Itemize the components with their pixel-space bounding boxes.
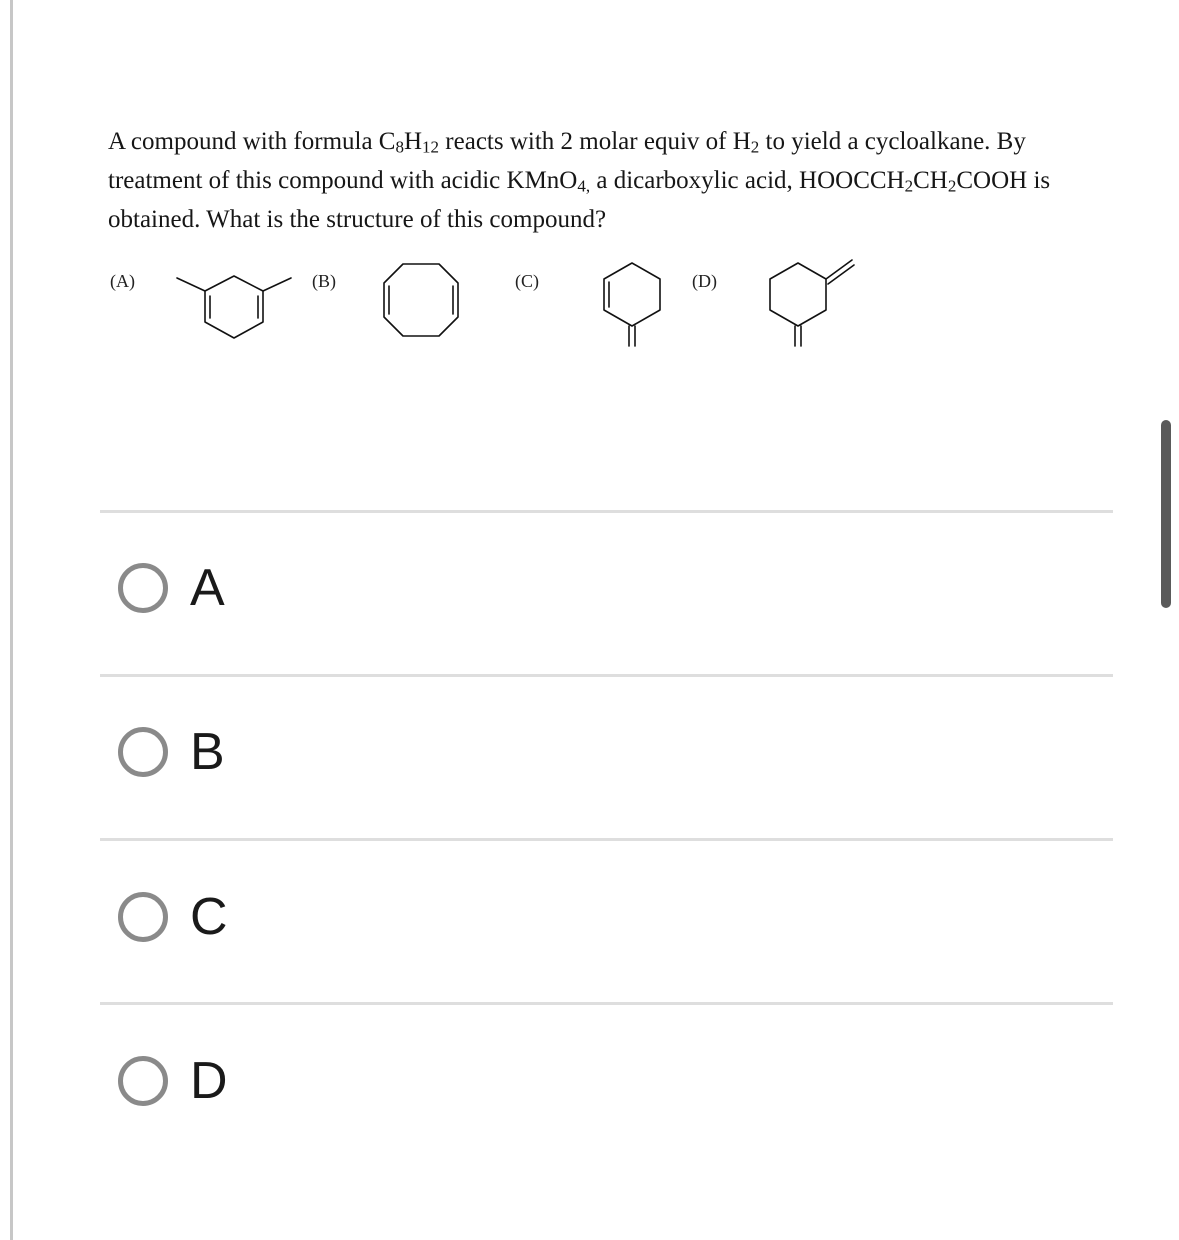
divider xyxy=(100,510,1113,513)
choice-c[interactable] xyxy=(118,877,518,957)
molecule-structures-svg xyxy=(95,240,895,360)
molecule-d xyxy=(770,260,854,346)
choice-label-c: C xyxy=(190,888,228,946)
left-border xyxy=(10,0,13,1240)
choice-label-a: A xyxy=(190,559,225,617)
question-line-2: treatment of this compound with acidic KMnO$_{4,}$ a dicarboxylic acid, $HOOCCH_2CH_2COOH$ is xyxy=(108,167,1051,196)
divider xyxy=(100,1002,1113,1005)
molecule-b xyxy=(384,264,458,336)
structure-label-b: (B) xyxy=(312,271,336,291)
scrollbar-thumb[interactable] xyxy=(1161,420,1171,608)
divider xyxy=(100,674,1113,677)
choice-a[interactable] xyxy=(118,548,518,628)
question-line-3: obtained. What is the structure of this compound? xyxy=(108,206,607,233)
structure-label-a: (A) xyxy=(110,271,135,291)
molecule-a xyxy=(177,276,291,338)
choice-label-b: B xyxy=(190,723,225,781)
structure-label-d: (D) xyxy=(692,271,717,291)
radio-button-a[interactable] xyxy=(118,563,168,613)
question-text xyxy=(108,122,1128,239)
choice-b[interactable] xyxy=(118,712,518,792)
choice-d[interactable] xyxy=(118,1041,518,1121)
radio-button-b[interactable] xyxy=(118,727,168,777)
radio-button-c[interactable] xyxy=(118,892,168,942)
molecule-c xyxy=(604,263,660,346)
structure-label-c: (C) xyxy=(515,271,539,291)
question-line-1: A compound with formula $C_8H_{12}$ reacts with 2 molar equiv of $H_2$ to yield a cycloalkane. By xyxy=(108,128,1026,157)
radio-button-d[interactable] xyxy=(118,1056,168,1106)
choice-label-d: D xyxy=(190,1052,228,1110)
structure-options-figure xyxy=(95,240,895,360)
divider xyxy=(100,838,1113,841)
